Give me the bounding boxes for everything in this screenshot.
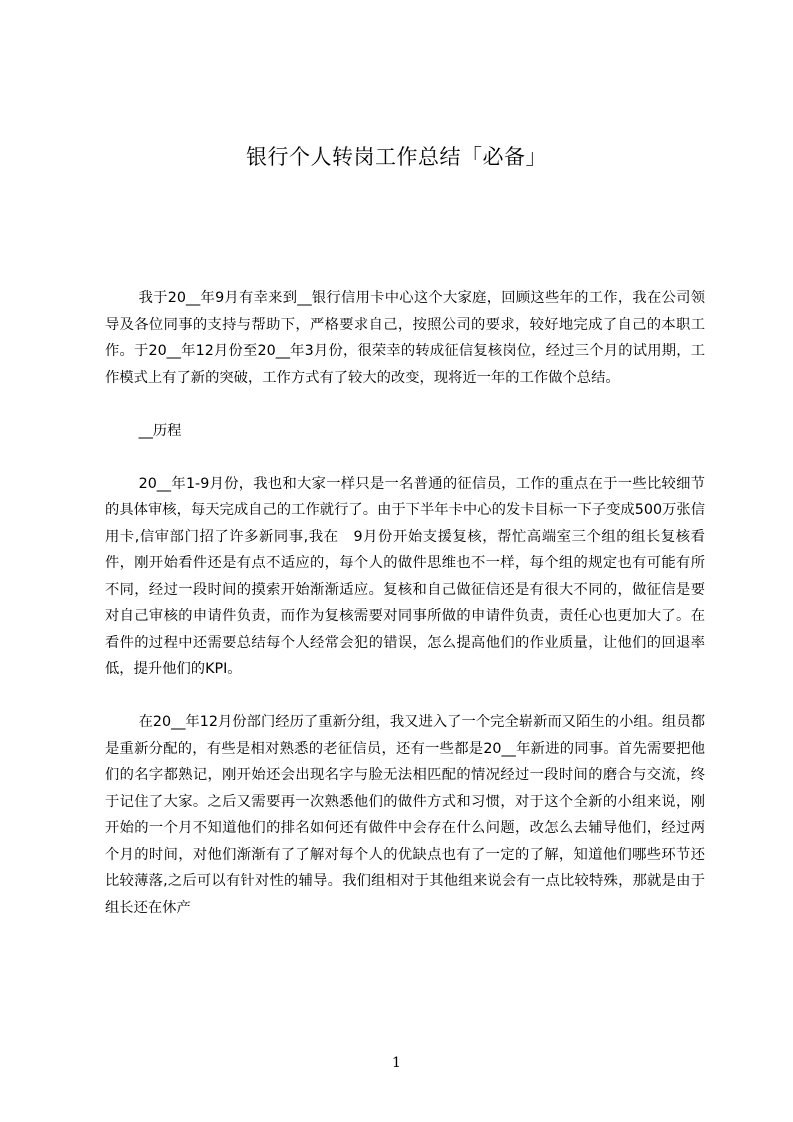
document-title: 银行个人转岗工作总结「必备」	[246, 145, 547, 169]
page-number: 1	[392, 1055, 401, 1071]
paragraph-regrouping: 在20__年12月份部门经历了重新分组，我又进入了一个完全崭新而又陌生的小组。组员都是重新分配的，有些是相对熟悉的老征信员，还有一些都是20__年新进的同事。首先需要把他们的名字都熟记，刚开始还会出现名字与脸无法相匹配的情况经过一段时间的磨合与交流，终于记住了大家。之后又需要再一次熟悉他们的做件方式和习惯，对于这个全新的小组来说，刚开始的一个月不知道他们的排名如何还有做件中会存在什么问题，改怎么去辅导他们，经过两个月的时间，对他们渐渐有了了解对每个人的优缺点也有了一定的了解，知道他们哪些环节还比较薄落,之后可以有针对性的辅导。我们组相对于其他组来说会有一点比较特殊，那就是由于组长还在休产	[105, 714, 705, 916]
document-body	[105, 285, 705, 948]
section-heading: __历程	[138, 422, 182, 439]
paragraph-intro: 我于20__年9月有幸来到__银行信用卡中心这个大家庭，回顾这些年的工作，我在公司领导及各位同事的支持与帮助下，严格要求自己，按照公司的要求，较好地完成了自己的本职工作。于20__年12月份至20__年3月份，很荣幸的转成征信复核岗位，经过三个月的试用期，工作模式上有了新的突破，工作方式有了较大的改变，现将近一年的工作做个总结。	[105, 290, 705, 386]
paragraph-history: 20__年1-9月份，我也和大家一样只是一名普通的征信员，工作的重点在于一些比较细节的具体审核，每天完成自己的工作就行了。由于下半年卡中心的发卡目标一下子变成500万张信用卡,信审部门招了许多新同事,我在 9月份开始支援复核，帮忙高端室三个组的组长复核看件，刚开始看件还是有点不适应的，每个人的做件思维也不一样，每个组的规定也有可能有所不同，经过一段时间的摸索开始渐渐适应。复核和自己做征信还是有很大不同的，做征信是要对自己审核的申请件负责，而作为复核需要对同事所做的申请件负责，责任心也更加大了。在看件的过程中还需要总结每个人经常会犯的错误，怎么提高他们的作业质量，让他们的回退率低，提升他们的KPI。	[105, 475, 705, 677]
